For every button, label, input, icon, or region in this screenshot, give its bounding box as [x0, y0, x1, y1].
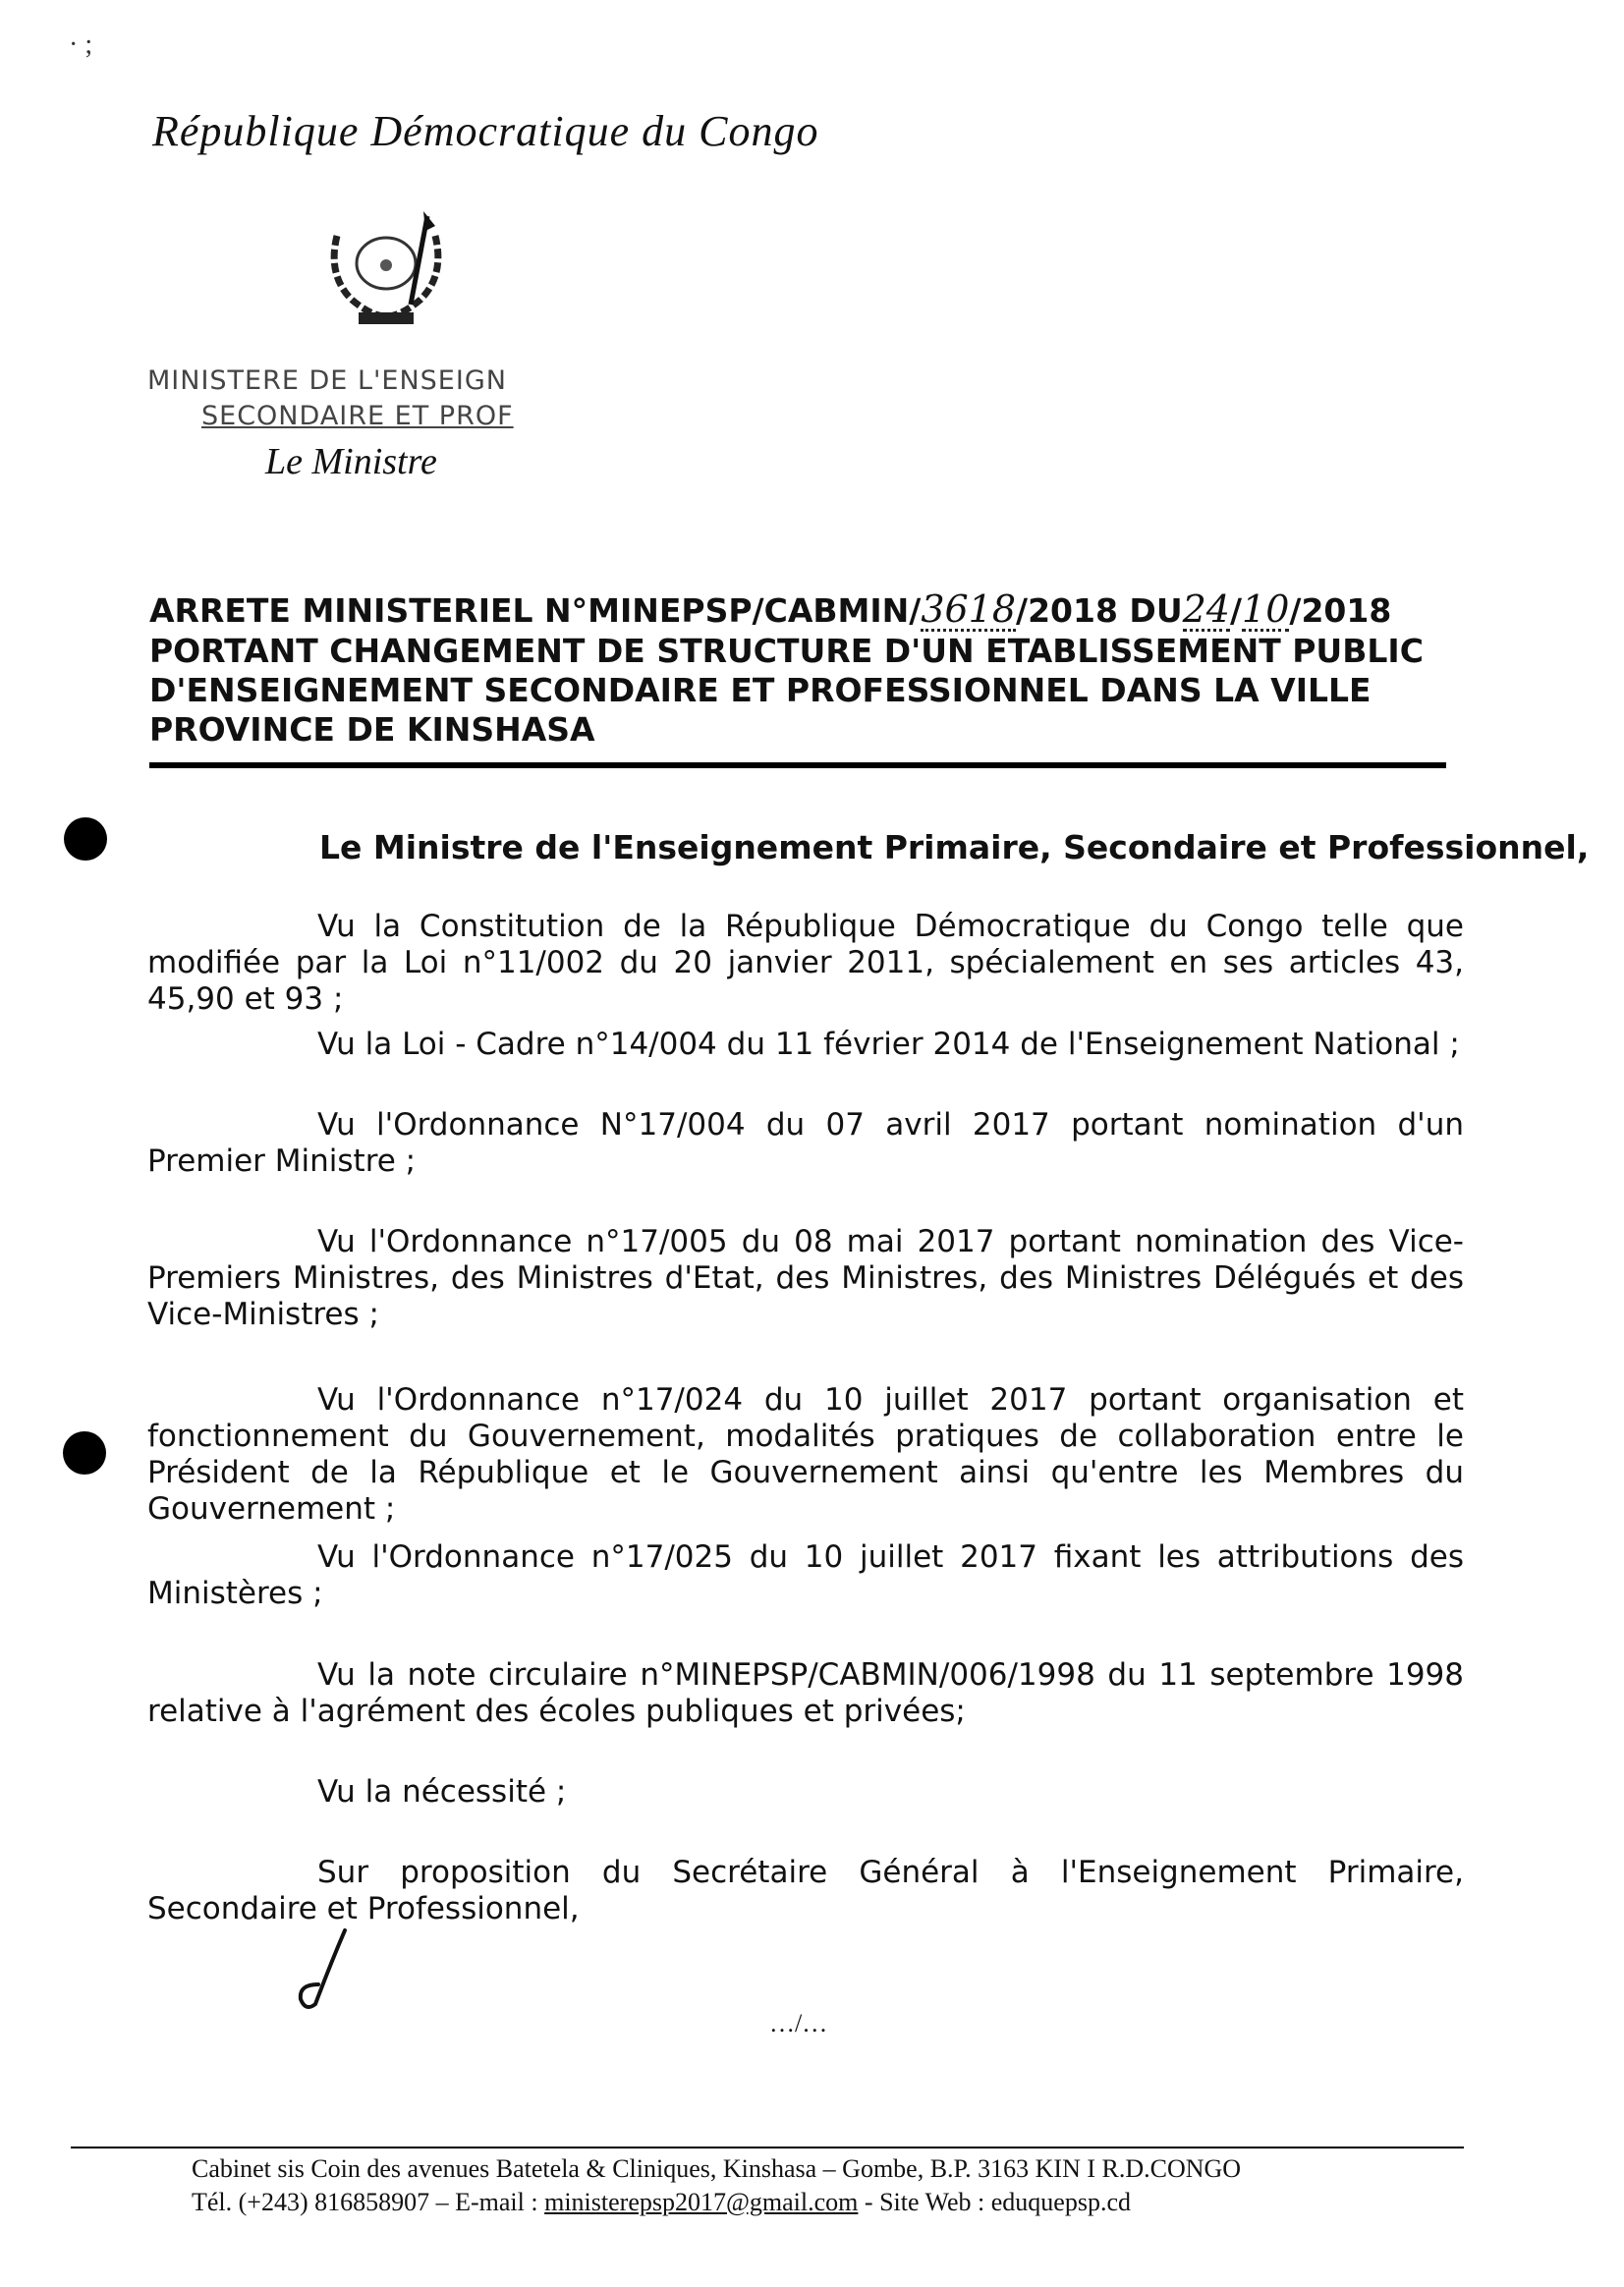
paragraph-ordonnance-17-025: Vu l'Ordonnance n°17/025 du 10 juillet 2017 fixant les attributions des Ministères ; — [147, 1539, 1464, 1611]
title-line-2: PORTANT CHANGEMENT DE STRUCTURE D'UN ETABLISSEMENT PUBLIC — [149, 632, 1424, 670]
decree-year: /2018 DU — [1016, 591, 1183, 630]
date-separator: / — [1229, 591, 1243, 630]
title-line-1 — [149, 589, 1452, 632]
ministry-name-line2: SECONDAIRE ET PROF — [201, 401, 514, 431]
coat-of-arms-icon — [317, 206, 455, 334]
title-divider — [149, 762, 1446, 768]
decree-title — [149, 589, 1452, 750]
punch-hole-mark — [63, 1431, 106, 1475]
paragraph-loi-cadre: Vu la Loi - Cadre n°14/004 du 11 février 2014 de l'Enseignement National ; — [317, 1027, 1460, 1062]
country-name: République Démocratique du Congo — [152, 107, 819, 155]
title-line-4: PROVINCE DE KINSHASA — [149, 710, 595, 749]
paragraph-note-circulaire: Vu la note circulaire n°MINEPSP/CABMIN/006/1998 du 11 septembre 1998 relative à l'agrément des écoles publiques et privées; — [147, 1657, 1464, 1729]
paragraph-ordonnance-17-005: Vu l'Ordonnance n°17/005 du 08 mai 2017 portant nomination des Vice-Premiers Ministres, des Ministres d'Etat, des Ministres, des Ministres Délégués et des Vice-Ministres ; — [147, 1224, 1464, 1332]
ministry-name-line1: MINISTERE DE L'ENSEIGN — [147, 365, 507, 396]
title-line-3: D'ENSEIGNEMENT SECONDAIRE ET PROFESSIONNEL DANS LA VILLE — [149, 671, 1372, 709]
initials-signature — [291, 1925, 360, 2014]
minister-heading: Le Ministre de l'Enseignement Primaire, Secondaire et Professionnel, — [319, 828, 1590, 866]
footer-phone: Tél. (+243) 816858907 – E-mail : — [192, 2188, 545, 2216]
footer-email[interactable]: ministerepsp2017@gmail.com — [544, 2188, 859, 2216]
scan-marks: · ; — [69, 29, 93, 60]
paragraph-necessite: Vu la nécessité ; — [317, 1774, 567, 1810]
footer-contact — [192, 2188, 1131, 2217]
office-title: Le Ministre — [265, 441, 437, 482]
footer-address: Cabinet sis Coin des avenues Batetela & Cliniques, Kinshasa – Gombe, B.P. 3163 KIN I R.D.CONGO — [192, 2154, 1242, 2183]
decree-reference: ARRETE MINISTERIEL N°MINEPSP/CABMIN/ — [149, 591, 922, 630]
decree-date-year: /2018 — [1289, 591, 1392, 630]
paragraph-proposition: Sur proposition du Secrétaire Général à l'Enseignement Primaire, Secondaire et Professionnel, — [147, 1855, 1464, 1926]
paragraph-constitution: Vu la Constitution de la République Démocratique du Congo telle que modifiée par la Loi n°11/002 du 20 janvier 2011, spécialement en ses articles 43, 45,90 et 93 ; — [147, 909, 1464, 1017]
decree-day: 24 — [1182, 587, 1230, 631]
paragraph-ordonnance-17-004: Vu l'Ordonnance N°17/004 du 07 avril 2017 portant nomination d'un Premier Ministre ; — [147, 1107, 1464, 1179]
page-continuation: …/… — [769, 2009, 828, 2037]
paragraph-ordonnance-17-024: Vu l'Ordonnance n°17/024 du 10 juillet 2017 portant organisation et fonctionnement du Gouvernement, modalités pratiques de collaboration entre le Président de la République et le Gouvernement ainsi qu'entre les Membres du Gouvernement ; — [147, 1382, 1464, 1527]
footer-website: - Site Web : eduquepsp.cd — [858, 2188, 1132, 2216]
punch-hole-mark — [64, 817, 107, 861]
decree-number: 3618 — [921, 587, 1017, 631]
decree-month: 10 — [1242, 587, 1290, 631]
footer-divider — [71, 2147, 1464, 2148]
